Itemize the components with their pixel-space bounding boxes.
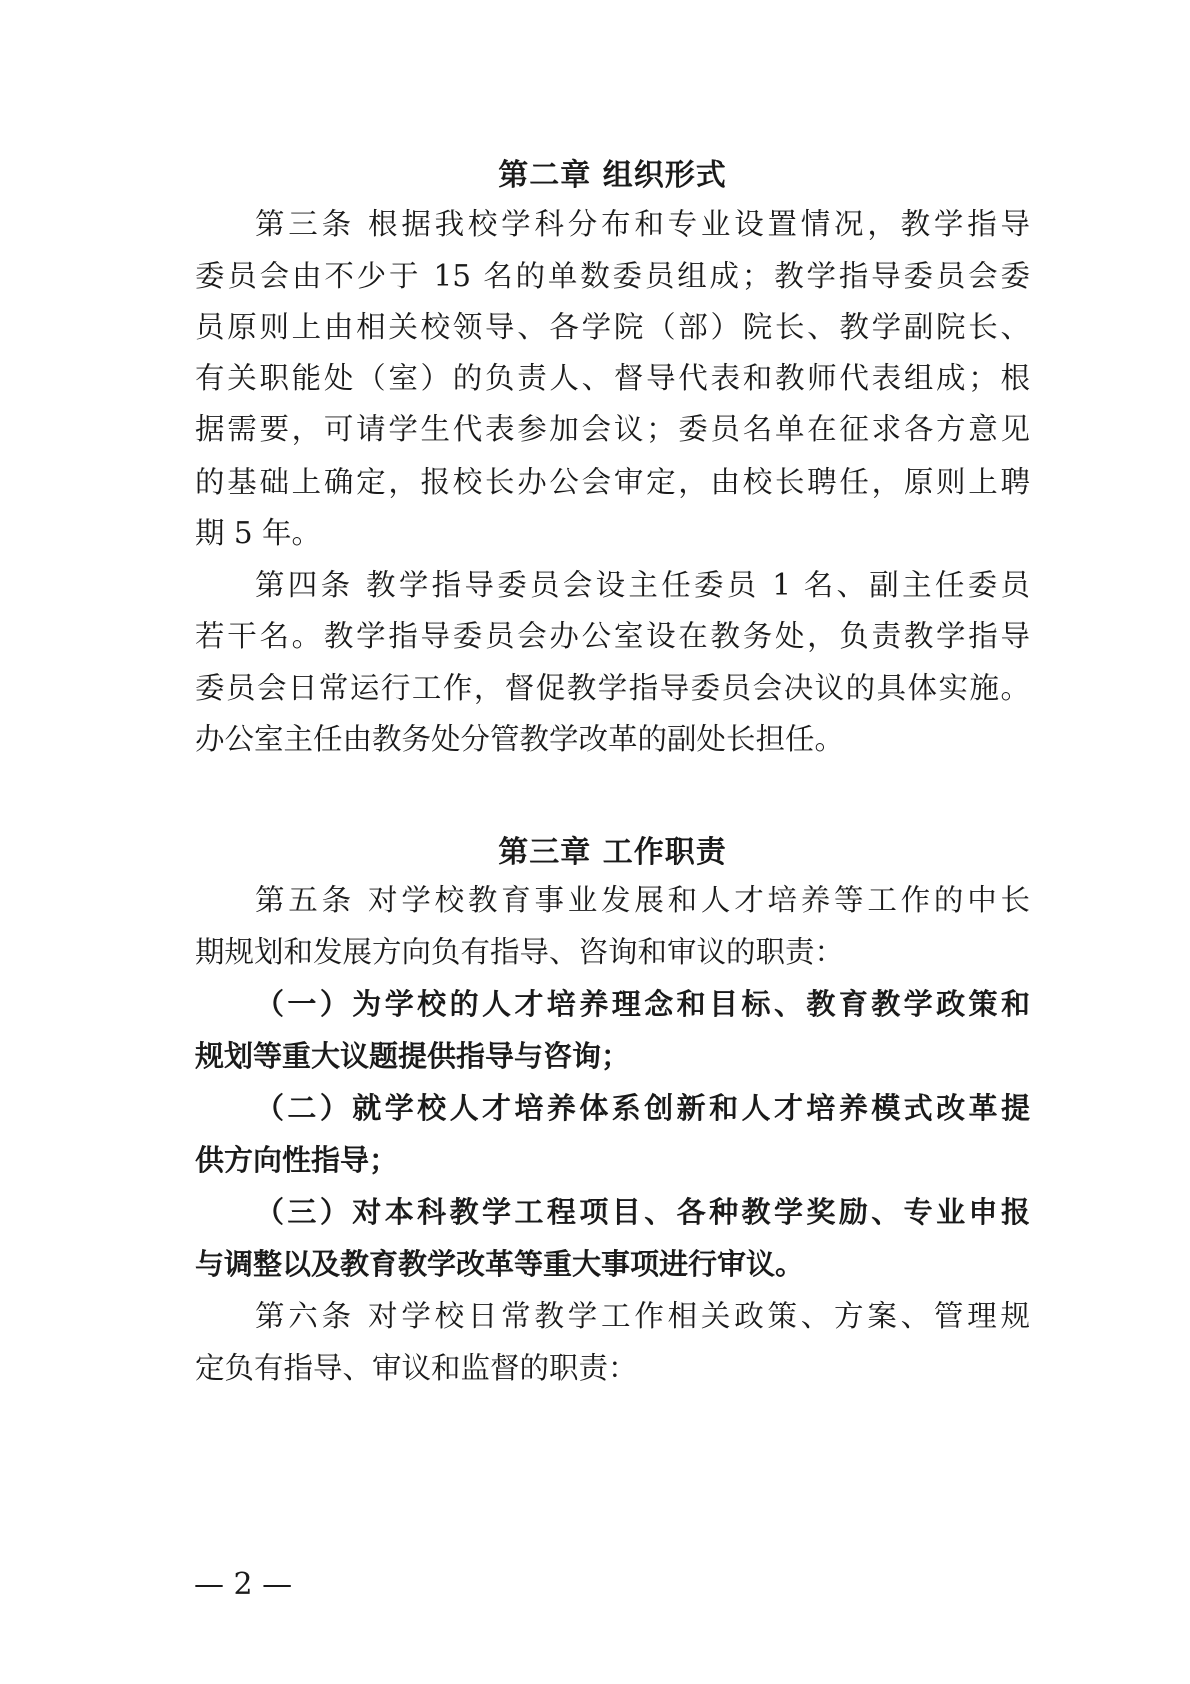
list-item-line: （二）就学校人才培养体系创新和人才培养模式改革提 [255, 1091, 1030, 1125]
paragraph-line: 期 5 年。 [195, 516, 322, 550]
list-item-line: （三）对本科教学工程项目、各种教学奖励、专业申报 [255, 1195, 1030, 1229]
paragraph-line: 的基础上确定，报校长办公会审定，由校长聘任，原则上聘 [195, 465, 1030, 499]
list-item-line: 与调整以及教育教学改革等重大事项进行审议。 [195, 1247, 805, 1281]
paragraph-line: 定负有指导、审议和监督的职责： [195, 1351, 638, 1385]
paragraph-line: 第四条 教学指导委员会设主任委员 1 名、副主任委员 [255, 568, 1030, 602]
list-item-line: 供方向性指导； [195, 1143, 399, 1177]
paragraph-line: 有关职能处（室）的负责人、督导代表和教师代表组成；根 [195, 361, 1030, 395]
paragraph-line: 员原则上由相关校领导、各学院（部）院长、教学副院长、 [195, 310, 1030, 344]
paragraph-line: 据需要，可请学生代表参加会议；委员名单在征求各方意见 [195, 412, 1030, 446]
paragraph-line: 委员会由不少于 15 名的单数委员组成；教学指导委员会委 [195, 259, 1030, 293]
paragraph-line: 期规划和发展方向负有指导、咨询和审议的职责： [195, 935, 845, 969]
paragraph-line: 第三条 根据我校学科分布和专业设置情况，教学指导 [255, 207, 1030, 241]
list-item-line: （一）为学校的人才培养理念和目标、教育教学政策和 [255, 987, 1030, 1021]
page-number: — 2 — [194, 1567, 293, 1602]
paragraph-line: 第五条 对学校教育事业发展和人才培养等工作的中长 [255, 883, 1030, 917]
paragraph-line: 若干名。教学指导委员会办公室设在教务处，负责教学指导 [195, 619, 1030, 653]
chapter-heading: 第三章 工作职责 [498, 835, 727, 870]
paragraph-line: 办公室主任由教务处分管教学改革的副处长担任。 [195, 722, 845, 756]
paragraph-line: 第六条 对学校日常教学工作相关政策、方案、管理规 [255, 1299, 1030, 1333]
paragraph-line: 委员会日常运行工作，督促教学指导委员会决议的具体实施。 [195, 671, 1030, 705]
chapter-heading: 第二章 组织形式 [498, 158, 727, 193]
list-item-line: 规划等重大议题提供指导与咨询； [195, 1039, 631, 1073]
